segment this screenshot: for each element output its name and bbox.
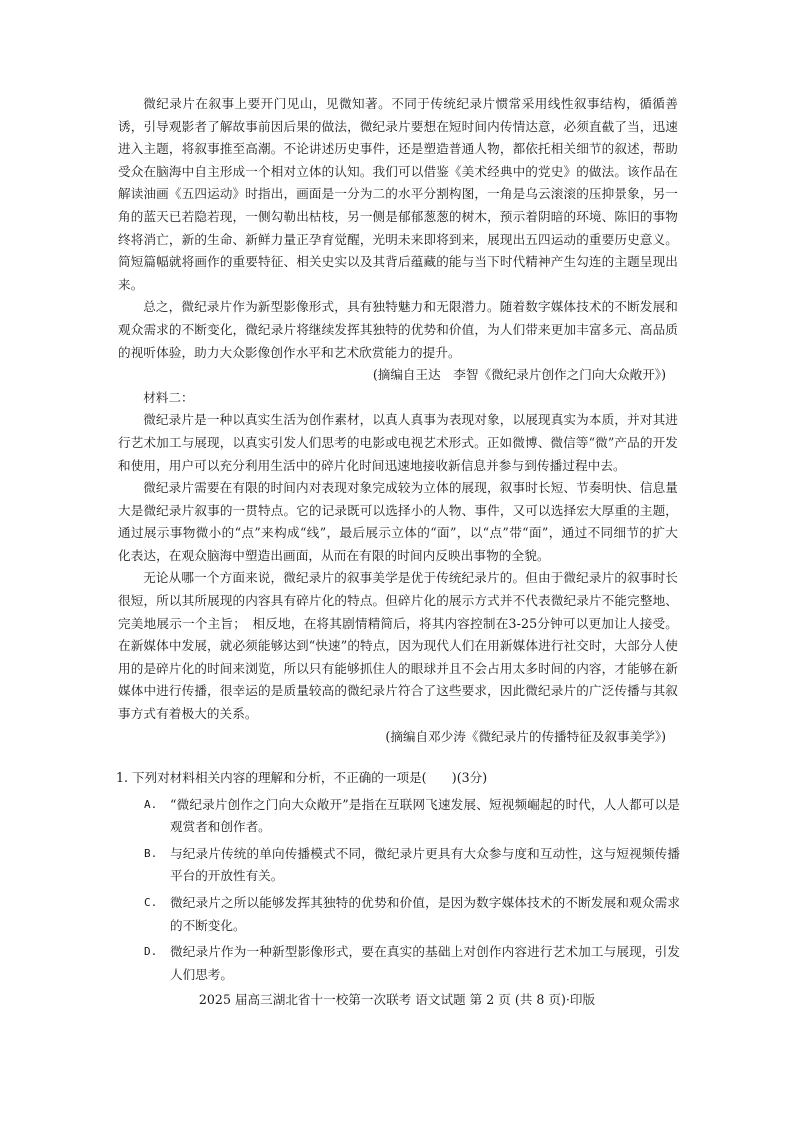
option-letter: C. <box>144 895 158 909</box>
option-letter: D. <box>144 945 158 959</box>
question-stem: 1. 下列对材料相关内容的理解和分析，不正确的一项是( )(3分) <box>116 770 488 785</box>
option-text: 微纪录片作为一种新型影像形式，要在真实的基础上对创作内容进行艺术加工与展现，引发人们思考。 <box>170 944 680 982</box>
paragraph-2: 总之，微纪录片作为新型影像形式，具有独特魅力和无限潜力。随着数字媒体技术的不断发展和观众需求的不断变化，微纪录片将继续发挥其独特的优势和价值，为人们带来更加丰富多元、高品质的视听体验，助力大众影像创作水平和艺术欣赏能力的提升。 <box>118 299 678 360</box>
option-c <box>118 892 680 937</box>
option-letter: B. <box>144 846 158 860</box>
source-citation-1: (摘编自王达 李智《微纪录片创作之门向大众敞开》) <box>372 367 666 383</box>
material-2-label: 材料二： <box>143 389 194 405</box>
page-footer: 2025 届高三湖北省十一校第一次联考 语文试题 第 2 页 (共 8 页)·印版 <box>198 992 596 1007</box>
paragraph-5: 无论从哪一个方面来说，微纪录片的叙事美学是优于传统纪录片的。但由于微纪录片的叙事时长很短，所以其所展现的内容具有碎片化的特点。但碎片化的展示方式并不代表微纪录片不能完整地、完美地展示一个主旨； 相反地，在将其剧情精简后，将其内容控制在3-25分钟可以更加让人接受。在新媒体中发展，就必须能够达到“快速”的特点，因为现代人们在用新媒体进行社交时，大部分人使用的是碎片化的时间来浏览，所以只有能够抓住人的眼球并且不会占用太多时间的内容，才能够在新媒体中进行传播，很幸运的是质量较高的微纪录片符合了这些要求，因此微纪录片的广泛传播与其叙事方式有着极大的关系。 <box>118 570 678 722</box>
paragraph-3: 微纪录片是一种以真实生活为创作素材，以真人真事为表现对象，以展现真实为本质，并对其进行艺术加工与展现，以真实引发人们思考的电影或电视艺术形式。正如微博、微信等“微”产品的开发和使用，用户可以充分利用生活中的碎片化时间迅速地接收新信息并参与到传播过程中去。 <box>118 412 678 473</box>
article-body <box>118 93 678 748</box>
option-letter: A. <box>144 797 158 811</box>
option-a <box>118 794 680 839</box>
option-b <box>118 843 680 888</box>
option-d <box>118 941 680 986</box>
paragraph-4: 微纪录片需要在有限的时间内对表现对象完成较为立体的展现，叙事时长短、节奏明快、信息量大是微纪录片叙事的一贯特点。它的记录既可以选择小的人物、事件，又可以选择宏大厚重的主题，通过展示事物微小的“点”来构成“线”，最后展示立体的“面”，以“点”带“面”，通过不同细节的扩大化表达，在观众脑海中塑造出画面，从而在有限的时间内反映出事物的全貌。 <box>118 480 678 563</box>
source-citation-2: (摘编自邓少涛《微纪录片的传播特征及叙事美学》) <box>385 728 666 744</box>
option-text: “微纪录片创作之门向大众敞开”是指在互联网飞速发展、短视频崛起的时代，人人都可以是观赏者和创作者。 <box>170 796 680 835</box>
question-1 <box>118 767 680 986</box>
option-text: 微纪录片之所以能够发挥其独特的优势和价值，是因为数字媒体技术的不断发展和观众需求的不断变化。 <box>170 894 680 933</box>
option-text: 与纪录片传统的单向传播模式不同，微纪录片更具有大众参与度和互动性，这与短视频传播平台的开放性有关。 <box>170 845 680 884</box>
paragraph-1: 微纪录片在叙事上要开门见山，见微知著。不同于传统纪录片惯常采用线性叙事结构，循循善诱，引导观影者了解故事前因后果的做法，微纪录片要想在短时间内传情达意，必须直截了当，迅速进入主题，将叙事推至高潮。不论讲述历史事件，还是塑造普通人物，都依托相关细节的叙述，帮助受众在脑海中自主形成一个相对立体的认知。我们可以借鉴《美术经典中的党史》的做法。该作品在解读油画《五四运动》时指出，画面是一分为二的水平分割构图，一角是乌云滚滚的压抑景象，另一角的蓝天已若隐若现，一侧勾勒出枯枝，另一侧是郁郁葱葱的树木，预示着阴暗的环境、陈旧的事物终将消亡，新的生命、新鲜力量正孕育觉醒，光明未来即将到来，展现出五四运动的重要历史意义。简短篇幅就将画作的重要特征、相关史实以及其背后蕴藏的能与当下时代精神产生勾连的主题呈现出来。 <box>118 96 678 292</box>
